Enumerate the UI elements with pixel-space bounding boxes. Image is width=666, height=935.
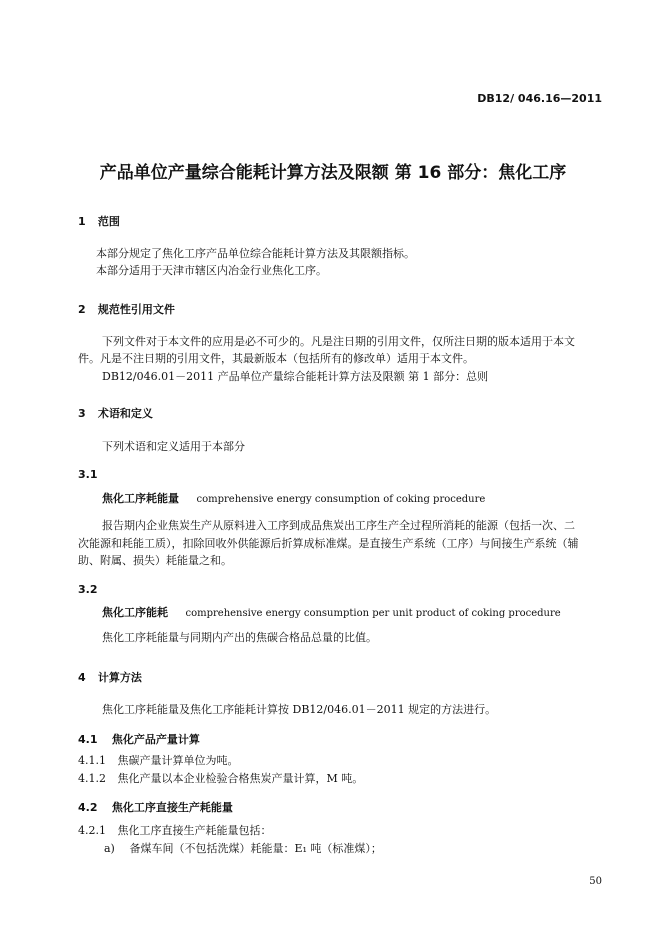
section-4-heading bbox=[78, 669, 142, 685]
clause-number: 4.2.1 bbox=[78, 824, 106, 837]
list-item-a bbox=[104, 841, 382, 857]
section-2-line-2: 件。凡是不注日期的引用文件，其最新版本（包括所有的修改单）适用于本文件。 bbox=[78, 352, 474, 365]
term-3-2-number: 3.2 bbox=[78, 583, 98, 596]
list-item-label: a) bbox=[104, 842, 115, 855]
section-4-intro: 焦化工序耗能量及焦化工序能耗计算按 DB12/046.01－2011 规定的方法进行。 bbox=[102, 703, 497, 716]
section-2-line-1: 下列文件对于本文件的应用是必不可少的。凡是注日期的引用文件，仅所注日期的版本适用于本文 bbox=[102, 335, 575, 348]
term-chinese: 焦化工序耗能量 bbox=[102, 492, 179, 505]
section-1-heading bbox=[78, 213, 120, 229]
clause-4-1-1 bbox=[78, 753, 239, 769]
list-item-text: 备煤车间（不包括洗煤）耗能量：E₁ 吨（标准煤）； bbox=[129, 842, 382, 855]
section-1-line-1: 本部分规定了焦化工序产品单位综合能耗计算方法及其限额指标。 bbox=[96, 247, 415, 260]
document-title: 产品单位产量综合能耗计算方法及限额 第 16 部分：焦化工序 bbox=[99, 163, 567, 183]
section-2-reference: DB12/046.01－2011 产品单位产量综合能耗计算方法及限额 第 1 部分：总则 bbox=[102, 370, 489, 383]
subsection-number: 4.2 bbox=[78, 801, 98, 814]
section-number: 3 bbox=[78, 407, 86, 420]
term-3-1-line-1: 报告期内企业焦炭生产从原料进入工序到成品焦炭出工序生产全过程所消耗的能源（包括一次、二 bbox=[102, 519, 575, 532]
clause-number: 4.1.2 bbox=[78, 772, 106, 785]
page-number: 50 bbox=[589, 876, 602, 887]
document-code: DB12/ 046.16—2011 bbox=[477, 92, 602, 105]
section-title: 术语和定义 bbox=[97, 407, 153, 420]
term-3-2-definition: 焦化工序耗能量与同期内产出的焦碳合格品总量的比值。 bbox=[102, 631, 377, 644]
section-3-heading bbox=[78, 405, 153, 421]
clause-4-2-1 bbox=[78, 823, 272, 839]
term-3-1-line-2: 次能源和耗能工质），扣除回收外供能源后折算成标准煤。是直接生产系统（工序）与间接生产系统（辅 bbox=[78, 537, 579, 550]
clause-text: 焦化产量以本企业检验合格焦炭产量计算，M 吨。 bbox=[117, 772, 364, 785]
term-english: comprehensive energy consumption per unit product of coking procedure bbox=[185, 608, 561, 619]
section-number: 1 bbox=[78, 215, 86, 228]
clause-4-1-2 bbox=[78, 771, 363, 787]
clause-number: 4.1.1 bbox=[78, 754, 106, 767]
term-english: comprehensive energy consumption of coking procedure bbox=[196, 494, 486, 505]
section-1-line-2: 本部分适用于天津市辖区内冶金行业焦化工序。 bbox=[96, 264, 327, 277]
subsection-number: 4.1 bbox=[78, 733, 98, 746]
section-title: 计算方法 bbox=[97, 671, 142, 684]
section-number: 2 bbox=[78, 303, 86, 316]
subsection-title: 焦化产品产量计算 bbox=[111, 733, 200, 746]
section-3-intro: 下列术语和定义适用于本部分 bbox=[102, 440, 245, 453]
subsection-title: 焦化工序直接生产耗能量 bbox=[111, 801, 233, 814]
clause-text: 焦化工序直接生产耗能量包括： bbox=[117, 824, 272, 837]
section-title: 规范性引用文件 bbox=[97, 303, 175, 316]
term-3-1-line-3: 助、附属、损失）耗能量之和。 bbox=[78, 554, 232, 567]
section-2-heading bbox=[78, 301, 175, 317]
section-title: 范围 bbox=[97, 215, 120, 228]
clause-text: 焦碳产量计算单位为吨。 bbox=[117, 754, 239, 767]
term-3-1 bbox=[102, 490, 485, 506]
term-3-2 bbox=[102, 604, 561, 620]
term-chinese: 焦化工序能耗 bbox=[102, 606, 168, 619]
subsection-4-1-heading bbox=[78, 731, 200, 747]
section-number: 4 bbox=[78, 671, 86, 684]
subsection-4-2-heading bbox=[78, 799, 233, 815]
term-3-1-number: 3.1 bbox=[78, 468, 98, 481]
